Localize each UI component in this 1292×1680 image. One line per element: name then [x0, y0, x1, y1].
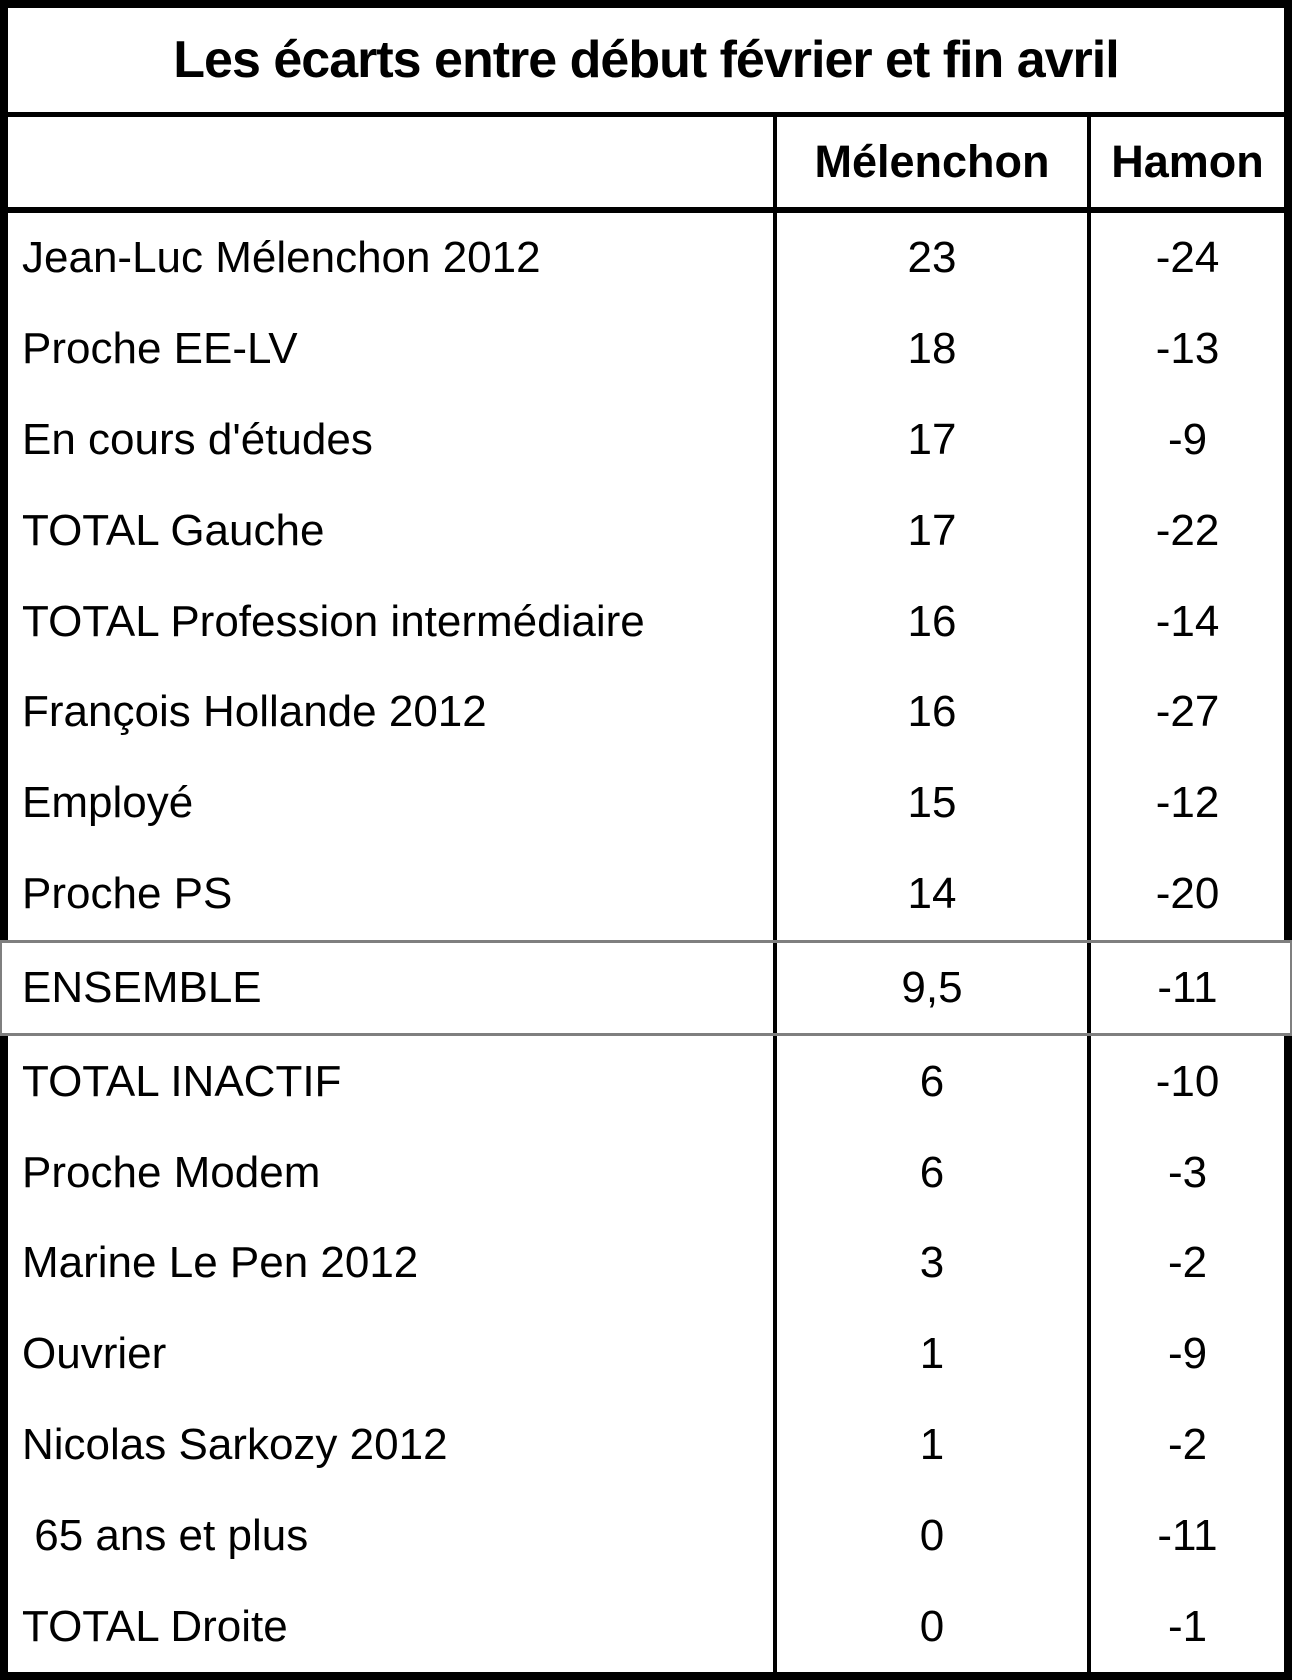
row-label: Nicolas Sarkozy 2012	[22, 1419, 448, 1469]
row-label: TOTAL Gauche	[22, 505, 325, 555]
row-label: TOTAL INACTIF	[22, 1056, 342, 1106]
melenchon-value: 3	[919, 1238, 945, 1288]
hamon-value: -2	[1167, 1238, 1208, 1288]
row-label: TOTAL Profession intermédiaire	[22, 596, 645, 646]
melenchon-value: 17	[907, 415, 957, 465]
column-header-melenchon: Mélenchon	[814, 136, 1050, 187]
hamon-value: -3	[1167, 1147, 1208, 1197]
row-label: TOTAL Droite	[22, 1601, 288, 1651]
table-row	[8, 213, 1284, 304]
hamon-value: -11	[1157, 1510, 1218, 1560]
table-row	[8, 576, 1284, 667]
melenchon-value: 0	[919, 1601, 945, 1651]
table-row	[8, 1127, 1284, 1218]
melenchon-value: 1	[919, 1329, 945, 1379]
melenchon-value: 15	[907, 778, 957, 828]
row-label: Ouvrier	[22, 1329, 167, 1379]
melenchon-value: 23	[907, 233, 957, 283]
header-cell-melenchon	[777, 117, 1087, 207]
melenchon-value: 1	[919, 1419, 945, 1469]
row-label: Marine Le Pen 2012	[22, 1238, 419, 1288]
row-label: François Hollande 2012	[22, 687, 487, 737]
row-label: Jean-Luc Mélenchon 2012	[22, 233, 541, 283]
row-label: Employé	[22, 778, 194, 828]
melenchon-value: 17	[907, 505, 957, 555]
header-empty-cell	[8, 117, 773, 207]
table-row	[8, 1036, 1284, 1127]
table-row	[8, 667, 1284, 758]
melenchon-value: 18	[907, 324, 957, 374]
melenchon-value: 6	[919, 1147, 945, 1197]
table-row	[8, 1400, 1284, 1491]
row-label: Proche PS	[22, 869, 233, 919]
hamon-value: -10	[1155, 1056, 1220, 1106]
row-label: En cours d'études	[22, 415, 373, 465]
table-row	[8, 1581, 1284, 1672]
table-row	[8, 1309, 1284, 1400]
table-title: Les écarts entre début février et fin avril	[173, 31, 1119, 89]
melenchon-value: 0	[919, 1510, 945, 1560]
hamon-value: -1	[1167, 1601, 1208, 1651]
table-row	[8, 1490, 1284, 1581]
row-label: Proche Modem	[22, 1147, 321, 1197]
hamon-value: -12	[1155, 778, 1220, 828]
melenchon-value: 16	[907, 596, 957, 646]
table-row-ensemble	[0, 940, 1292, 1037]
hamon-value: -13	[1155, 324, 1220, 374]
table-title-row	[8, 8, 1284, 117]
melenchon-value: 16	[907, 687, 957, 737]
table-row	[8, 849, 1284, 940]
hamon-value: -14	[1155, 596, 1220, 646]
melenchon-value: 14	[907, 869, 957, 919]
table-body	[8, 213, 1284, 1672]
hamon-value: -27	[1155, 687, 1220, 737]
hamon-value: -11	[1157, 962, 1218, 1012]
table-header-row	[8, 117, 1284, 213]
hamon-value: -2	[1167, 1419, 1208, 1469]
table-row	[8, 395, 1284, 486]
table-row	[8, 304, 1284, 395]
header-cell-hamon	[1091, 117, 1284, 207]
row-label: ENSEMBLE	[22, 962, 262, 1012]
table-row	[8, 758, 1284, 849]
melenchon-value: 6	[919, 1056, 945, 1106]
table-row	[8, 1218, 1284, 1309]
hamon-value: -22	[1155, 505, 1220, 555]
hamon-value: -9	[1167, 415, 1208, 465]
hamon-value: -9	[1167, 1329, 1208, 1379]
table-row	[8, 485, 1284, 576]
hamon-value: -24	[1155, 233, 1220, 283]
row-label: 65 ans et plus	[22, 1510, 309, 1560]
hamon-value: -20	[1155, 869, 1220, 919]
column-header-hamon: Hamon	[1111, 136, 1264, 187]
melenchon-value: 9,5	[901, 962, 963, 1012]
row-label: Proche EE-LV	[22, 324, 298, 374]
